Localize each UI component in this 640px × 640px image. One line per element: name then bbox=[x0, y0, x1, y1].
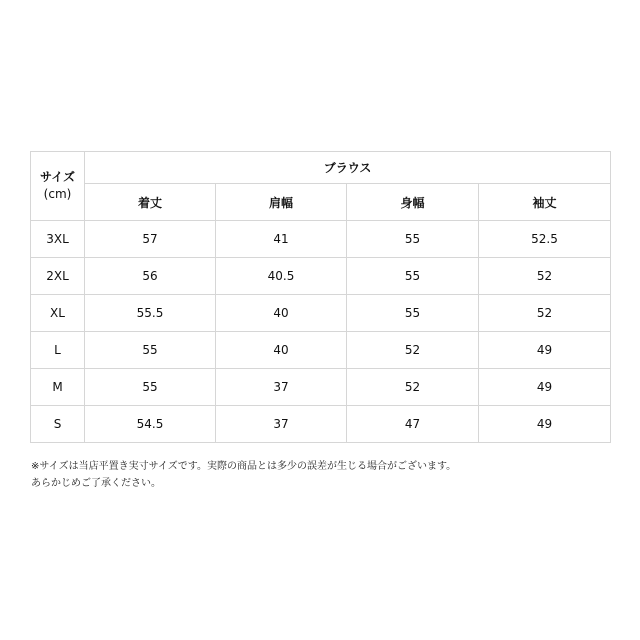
size-cell: XL bbox=[31, 295, 85, 332]
sleeve-cell: 49 bbox=[479, 406, 611, 443]
column-header-length: 着丈 bbox=[85, 184, 216, 221]
table-row bbox=[31, 332, 611, 369]
shoulder-cell: 37 bbox=[216, 406, 347, 443]
width-cell: 55 bbox=[347, 221, 479, 258]
length-cell: 56 bbox=[85, 258, 216, 295]
length-cell: 55 bbox=[85, 332, 216, 369]
length-cell: 57 bbox=[85, 221, 216, 258]
width-cell: 52 bbox=[347, 332, 479, 369]
size-cell: M bbox=[31, 369, 85, 406]
table-row bbox=[31, 221, 611, 258]
table-row bbox=[31, 369, 611, 406]
size-cell: 2XL bbox=[31, 258, 85, 295]
size-chart-table bbox=[30, 151, 611, 443]
width-cell: 55 bbox=[347, 258, 479, 295]
width-cell: 47 bbox=[347, 406, 479, 443]
size-cell: L bbox=[31, 332, 85, 369]
width-cell: 55 bbox=[347, 295, 479, 332]
size-unit-header bbox=[31, 152, 85, 221]
length-cell: 55 bbox=[85, 369, 216, 406]
table-row bbox=[31, 406, 611, 443]
length-cell: 55.5 bbox=[85, 295, 216, 332]
table-row bbox=[31, 258, 611, 295]
sleeve-cell: 52 bbox=[479, 258, 611, 295]
sleeve-cell: 52 bbox=[479, 295, 611, 332]
size-cell: S bbox=[31, 406, 85, 443]
width-cell: 52 bbox=[347, 369, 479, 406]
note-line-2: あらかじめご了承ください。 bbox=[31, 478, 161, 489]
unit-label: (cm) bbox=[43, 187, 72, 201]
blouse-group-header: ブラウス bbox=[85, 152, 611, 184]
column-header-sleeve: 袖丈 bbox=[479, 184, 611, 221]
shoulder-cell: 40 bbox=[216, 332, 347, 369]
shoulder-cell: 37 bbox=[216, 369, 347, 406]
sleeve-cell: 52.5 bbox=[479, 221, 611, 258]
table-row bbox=[31, 295, 611, 332]
column-header-shoulder: 肩幅 bbox=[216, 184, 347, 221]
size-cell: 3XL bbox=[31, 221, 85, 258]
size-note bbox=[31, 458, 456, 492]
size-label: サイズ bbox=[39, 170, 76, 184]
note-line-1: ※サイズは当店平置き実寸サイズです。実際の商品とは多少の誤差が生じる場合がございます。 bbox=[31, 461, 457, 472]
shoulder-cell: 40.5 bbox=[216, 258, 347, 295]
sleeve-cell: 49 bbox=[479, 332, 611, 369]
column-header-width: 身幅 bbox=[347, 184, 479, 221]
sleeve-cell: 49 bbox=[479, 369, 611, 406]
shoulder-cell: 40 bbox=[216, 295, 347, 332]
length-cell: 54.5 bbox=[85, 406, 216, 443]
shoulder-cell: 41 bbox=[216, 221, 347, 258]
